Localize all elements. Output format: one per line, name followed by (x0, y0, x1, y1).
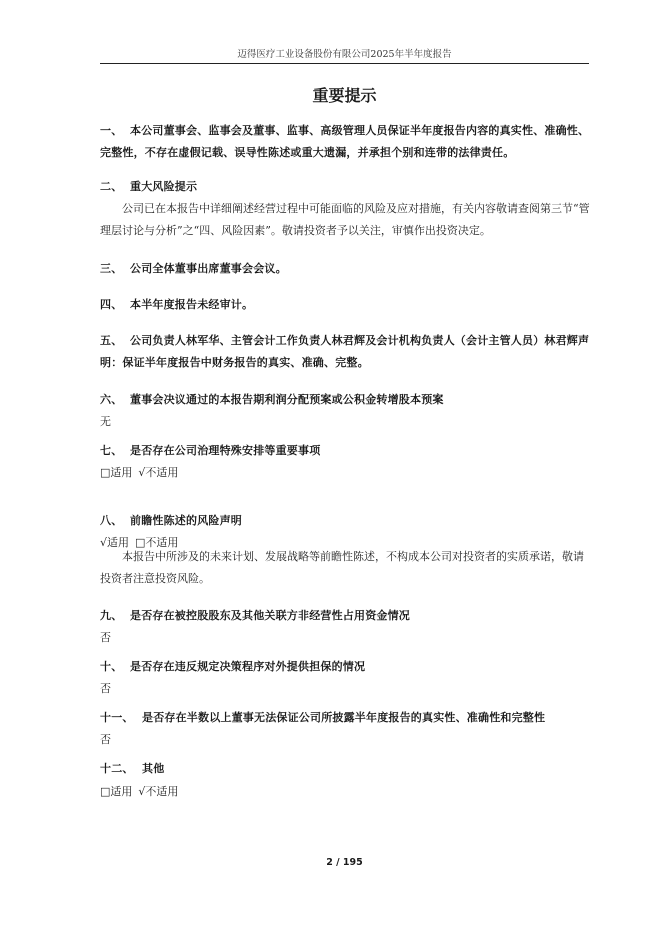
page-title: 重要提示 (312, 86, 377, 105)
section-1-text: 本公司董事会、监事会及董事、监事、高级管理人员保证半年度报告内容的真实性、准确性、完整性，不存在虚假记载、误导性陈述或重大遗漏，并承担个别和连带的法律责任。 (100, 124, 590, 159)
section-10-number: 十、 (100, 660, 123, 673)
section-11-text: 是否存在半数以上董事无法保证公司所披露半年度报告的真实性、准确性和完整性 (142, 711, 546, 724)
section-10-title (100, 656, 592, 678)
section-3-text: 公司全体董事出席董事会会议。 (130, 262, 287, 275)
option-not-applicable: √不适用 (138, 785, 179, 798)
section-4-text: 本半年度报告未经审计。 (130, 298, 254, 311)
section-9-answer: 否 (100, 631, 111, 644)
section-12-number: 十二、 (100, 762, 134, 775)
section-6-number: 六、 (100, 393, 123, 406)
header-rule (100, 63, 589, 64)
section-7-title (100, 440, 592, 462)
section-5-number: 五、 (100, 334, 123, 347)
section-10-text: 是否存在违反规定决策程序对外提供担保的情况 (130, 660, 366, 673)
section-8-number: 八、 (100, 514, 123, 527)
section-4 (100, 294, 592, 316)
option-applicable: √适用 (100, 536, 130, 549)
option-not-applicable: √不适用 (138, 466, 179, 479)
section-12-text: 其他 (142, 762, 165, 775)
section-12-options (100, 784, 184, 800)
section-11-title (100, 707, 592, 729)
section-9-text: 是否存在被控股股东及其他关联方非经营性占用资金情况 (130, 609, 410, 622)
section-2-text: 重大风险提示 (130, 180, 198, 193)
section-6-answer: 无 (100, 415, 111, 428)
section-6-text: 董事会决议通过的本报告期利润分配预案或公积金转增股本预案 (130, 393, 444, 406)
section-2-body: 公司已在本报告中详细阐述经营过程中可能面临的风险及应对措施，有关内容敬请查阅第三节“管理层讨论与分析”之“四、风险因素”。敬请投资者予以关注，审慎作出投资决定。 (100, 202, 590, 237)
section-7-options (100, 465, 184, 481)
section-9-title (100, 605, 592, 627)
page-number: 2 / 195 (326, 857, 363, 868)
section-8-title (100, 510, 592, 532)
section-2-title (100, 176, 592, 198)
section-12-title (100, 758, 592, 780)
option-not-applicable: □不适用 (135, 536, 179, 549)
section-5 (100, 330, 592, 374)
section-5-text: 公司负责人林军华、主管会计工作负责人林君辉及会计机构负责人（会计主管人员）林君辉声明：保证半年度报告中财务报告的真实、准确、完整。 (100, 334, 590, 369)
section-7-number: 七、 (100, 444, 123, 457)
section-3 (100, 258, 592, 280)
option-applicable: □适用 (100, 785, 133, 798)
section-7-text: 是否存在公司治理特殊安排等重要事项 (130, 444, 321, 457)
section-8-text: 前瞻性陈述的风险声明 (130, 514, 242, 527)
section-11-number: 十一、 (100, 711, 134, 724)
section-6-title (100, 389, 592, 411)
section-9-number: 九、 (100, 609, 123, 622)
section-1 (100, 120, 592, 164)
section-10-answer: 否 (100, 682, 111, 695)
section-3-number: 三、 (100, 262, 123, 275)
section-11-answer: 否 (100, 733, 111, 746)
running-header: 迈得医疗工业设备股份有限公司2025年半年度报告 (237, 49, 452, 60)
section-1-number: 一、 (100, 124, 123, 137)
section-8-body: 本报告中所涉及的未来计划、发展战略等前瞻性陈述，不构成本公司对投资者的实质承诺，敬请投资者注意投资风险。 (100, 550, 584, 585)
section-2-number: 二、 (100, 180, 123, 193)
option-applicable: □适用 (100, 466, 133, 479)
section-4-number: 四、 (100, 298, 123, 311)
